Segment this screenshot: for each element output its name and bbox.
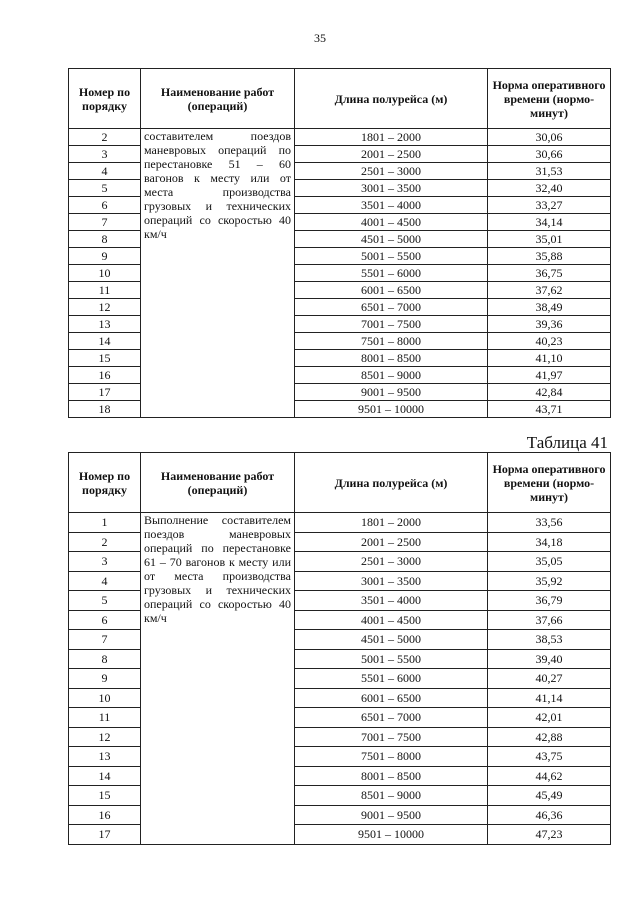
half-trip-length: 5001 – 5500 [295, 649, 488, 669]
half-trip-length: 7001 – 7500 [295, 727, 488, 747]
half-trip-length: 6501 – 7000 [295, 299, 488, 316]
page-number: 35 [314, 31, 326, 45]
row-number: 14 [69, 333, 141, 350]
time-norm: 34,18 [488, 532, 611, 552]
time-norm: 36,79 [488, 591, 611, 611]
time-norm: 41,14 [488, 688, 611, 708]
time-norm: 34,14 [488, 214, 611, 231]
half-trip-length: 3501 – 4000 [295, 591, 488, 611]
row-number: 4 [69, 163, 141, 180]
time-norm: 42,01 [488, 708, 611, 728]
row-number: 6 [69, 197, 141, 214]
row-number: 5 [69, 591, 141, 611]
row-number: 16 [69, 367, 141, 384]
row-number: 12 [69, 727, 141, 747]
row-number: 17 [69, 825, 141, 845]
row-number: 15 [69, 350, 141, 367]
row-number: 11 [69, 708, 141, 728]
half-trip-length: 9501 – 10000 [295, 825, 488, 845]
half-trip-length: 8001 – 8500 [295, 350, 488, 367]
time-norm: 43,75 [488, 747, 611, 767]
half-trip-length: 7001 – 7500 [295, 316, 488, 333]
half-trip-length: 3501 – 4000 [295, 197, 488, 214]
header-number: Номер по порядку [69, 453, 141, 513]
row-number: 8 [69, 231, 141, 248]
time-norm: 38,49 [488, 299, 611, 316]
table-header-row [69, 453, 611, 513]
table-caption: Таблица 41 [526, 433, 608, 452]
half-trip-length: 4501 – 5000 [295, 231, 488, 248]
time-norm: 45,49 [488, 786, 611, 806]
row-number: 7 [69, 630, 141, 650]
half-trip-length: 1801 – 2000 [295, 129, 488, 146]
header-length: Длина полурейса (м) [295, 69, 488, 129]
half-trip-length: 8501 – 9000 [295, 786, 488, 806]
half-trip-length: 7501 – 8000 [295, 333, 488, 350]
row-number: 9 [69, 248, 141, 265]
row-number: 5 [69, 180, 141, 197]
row-number: 14 [69, 766, 141, 786]
half-trip-length: 9001 – 9500 [295, 384, 488, 401]
norms-table-2 [68, 452, 611, 845]
row-number: 17 [69, 384, 141, 401]
time-norm: 30,66 [488, 146, 611, 163]
half-trip-length: 6501 – 7000 [295, 708, 488, 728]
half-trip-length: 1801 – 2000 [295, 513, 488, 533]
half-trip-length: 8001 – 8500 [295, 766, 488, 786]
time-norm: 42,84 [488, 384, 611, 401]
row-number: 13 [69, 316, 141, 333]
time-norm: 47,23 [488, 825, 611, 845]
time-norm: 37,66 [488, 610, 611, 630]
header-operation: Наименование работ (операций) [141, 453, 295, 513]
time-norm: 37,62 [488, 282, 611, 299]
header-norm: Норма оперативного времени (нормо-минут) [488, 69, 611, 129]
header-operation: Наименование работ (операций) [141, 69, 295, 129]
row-number: 3 [69, 146, 141, 163]
half-trip-length: 6001 – 6500 [295, 688, 488, 708]
time-norm: 35,88 [488, 248, 611, 265]
half-trip-length: 9001 – 9500 [295, 805, 488, 825]
norms-table-1 [68, 68, 611, 418]
half-trip-length: 5501 – 6000 [295, 265, 488, 282]
time-norm: 41,10 [488, 350, 611, 367]
row-number: 15 [69, 786, 141, 806]
half-trip-length: 2501 – 3000 [295, 163, 488, 180]
row-number: 7 [69, 214, 141, 231]
time-norm: 39,36 [488, 316, 611, 333]
row-number: 9 [69, 669, 141, 689]
time-norm: 40,27 [488, 669, 611, 689]
row-number: 2 [69, 129, 141, 146]
half-trip-length: 5001 – 5500 [295, 248, 488, 265]
half-trip-length: 3001 – 3500 [295, 571, 488, 591]
header-norm: Норма оперативного времени (нормо-минут) [488, 453, 611, 513]
time-norm: 33,27 [488, 197, 611, 214]
time-norm: 35,01 [488, 231, 611, 248]
table-header-row [69, 69, 611, 129]
time-norm: 40,23 [488, 333, 611, 350]
half-trip-length: 7501 – 8000 [295, 747, 488, 767]
half-trip-length: 9501 – 10000 [295, 401, 488, 418]
time-norm: 33,56 [488, 513, 611, 533]
time-norm: 42,88 [488, 727, 611, 747]
half-trip-length: 2001 – 2500 [295, 532, 488, 552]
time-norm: 36,75 [488, 265, 611, 282]
half-trip-length: 5501 – 6000 [295, 669, 488, 689]
time-norm: 41,97 [488, 367, 611, 384]
half-trip-length: 2501 – 3000 [295, 552, 488, 572]
header-number: Номер по порядку [69, 69, 141, 129]
time-norm: 39,40 [488, 649, 611, 669]
time-norm: 35,92 [488, 571, 611, 591]
half-trip-length: 8501 – 9000 [295, 367, 488, 384]
row-number: 3 [69, 552, 141, 572]
half-trip-length: 4001 – 4500 [295, 214, 488, 231]
row-number: 8 [69, 649, 141, 669]
row-number: 2 [69, 532, 141, 552]
half-trip-length: 4001 – 4500 [295, 610, 488, 630]
time-norm: 31,53 [488, 163, 611, 180]
operation-description: составителем поездов маневровых операций по перестановке 51 – 60 вагонов к месту или от места производства грузовых и технических операций со скоростью 40 км/ч [141, 129, 295, 418]
time-norm: 35,05 [488, 552, 611, 572]
time-norm: 30,06 [488, 129, 611, 146]
table-row [69, 129, 611, 146]
time-norm: 32,40 [488, 180, 611, 197]
half-trip-length: 4501 – 5000 [295, 630, 488, 650]
half-trip-length: 2001 – 2500 [295, 146, 488, 163]
row-number: 16 [69, 805, 141, 825]
time-norm: 38,53 [488, 630, 611, 650]
time-norm: 43,71 [488, 401, 611, 418]
operation-description: Выполнение составителем поездов маневровых операций по перестановке 61 – 70 вагонов к месту или от места производства грузовых и технических операций со скоростью 40 км/ч [141, 513, 295, 845]
row-number: 10 [69, 265, 141, 282]
time-norm: 46,36 [488, 805, 611, 825]
half-trip-length: 3001 – 3500 [295, 180, 488, 197]
table-row [69, 513, 611, 533]
row-number: 12 [69, 299, 141, 316]
row-number: 1 [69, 513, 141, 533]
half-trip-length: 6001 – 6500 [295, 282, 488, 299]
row-number: 4 [69, 571, 141, 591]
header-length: Длина полурейса (м) [295, 453, 488, 513]
row-number: 11 [69, 282, 141, 299]
row-number: 10 [69, 688, 141, 708]
row-number: 6 [69, 610, 141, 630]
time-norm: 44,62 [488, 766, 611, 786]
row-number: 18 [69, 401, 141, 418]
row-number: 13 [69, 747, 141, 767]
